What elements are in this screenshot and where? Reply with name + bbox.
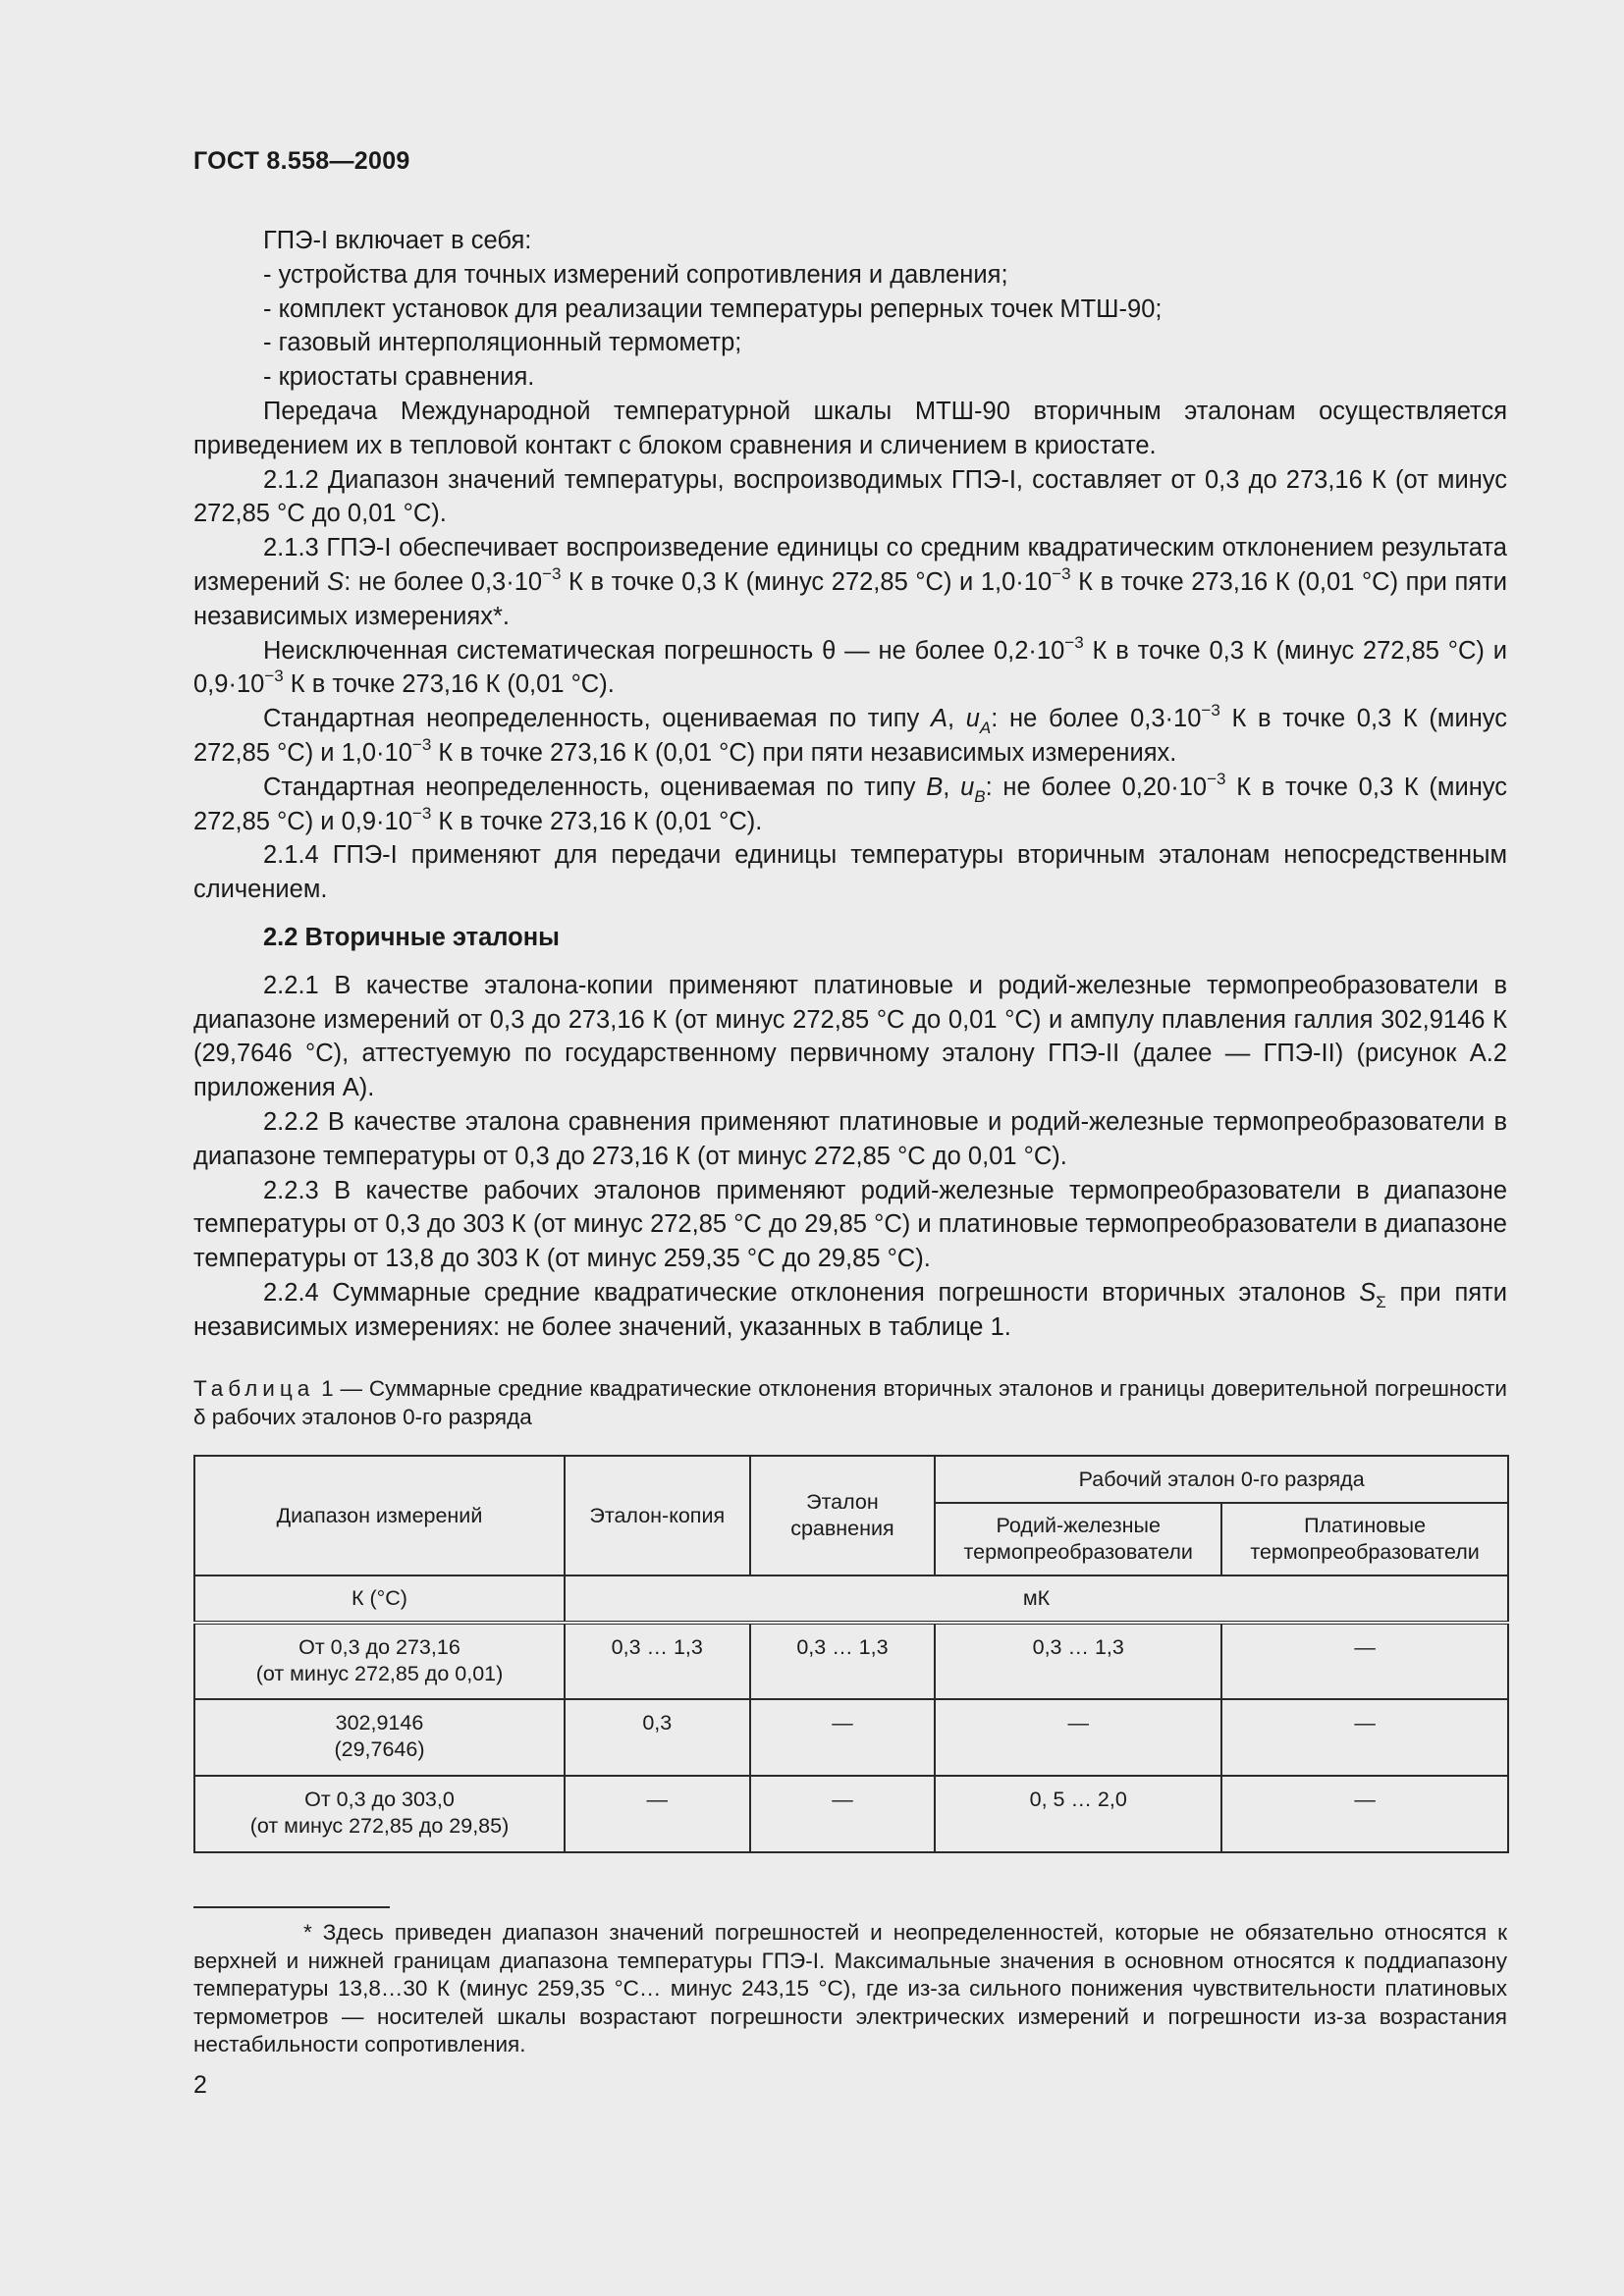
header-copy: Эталон-копия: [565, 1456, 750, 1575]
page-number: 2: [193, 2071, 207, 2099]
body-text: [193, 224, 1507, 1345]
unit-range: К (°С): [194, 1575, 565, 1623]
data-table: [193, 1455, 1509, 1853]
footnote-divider: [193, 1906, 390, 1908]
cell-pt: —: [1221, 1776, 1508, 1852]
paragraph-theta: Неисключенная систематическая погрешность θ — не более $0,2\cdot 10^{-3}$ К в точке 0,3 К (минус 272,85 °С) и $0,9\cdot 10^{-3}$ К в точке 273,16 К (0,01 °С).: [193, 632, 1508, 699]
unit-values: мК: [565, 1575, 1508, 1623]
header-working: Рабочий эталон 0-го разряда: [935, 1456, 1508, 1503]
footnote-text: * Здесь приведен диапазон значений погрешностей и неопределенностей, которые не обязательно относятся к верхней и нижней границам диапазона температуры ГПЭ-I. Максимальные значения в основном относятся к поддиапазону температуры 13,8…30 К (минус 259,35 °С… минус 243,15 °С), где из-за сильного понижения чувствительности платиновых термометров — носителей шкалы возрастают погрешности электрических измерений и погрешности из-за возрастания нестабильности сопротивления.: [193, 1920, 1507, 2057]
paragraph-2-1-2: 2.1.2 Диапазон значений температуры, воспроизводимых ГПЭ-I, составляет от 0,3 до 273,16 К (от минус 272,85 °С до 0,01 °С).: [193, 465, 1507, 528]
cell-range: От 0,3 до 303,0 (от минус 272,85 до 29,85): [194, 1776, 565, 1852]
paragraph-2-2-3: 2.2.3 В качестве рабочих эталонов применяют родий-железные термопреобразователи в диапазоне температуры от 0,3 до 303 К (от минус 272,85 °С до 29,85 °С) и платиновые термопреобразователи в диапазоне температуры от 13,8 до 303 К (от минус 259,35 °С до 29,85 °С).: [193, 1176, 1507, 1273]
cell-range: 302,9146 (29,7646): [194, 1699, 565, 1776]
paragraph-2-2-2: 2.2.2 В качестве эталона сравнения применяют платиновые и родий-железные термопреобразователи в диапазоне температуры от 0,3 до 273,16 К (от минус 272,85 °С до 0,01 °С).: [193, 1107, 1507, 1170]
section-title: 2.2 Вторичные эталоны: [263, 923, 560, 951]
cell-pt: —: [1221, 1623, 1508, 1699]
header-range: Диапазон измерений: [194, 1456, 565, 1575]
list-item: - газовый интерполяционный термометр;: [263, 329, 742, 357]
table-row: [194, 1623, 1508, 1699]
paragraph-uncertainty-b: Стандартная неопределенность, оцениваемая по типу B, $u_B$: не более $0,20\cdot 10^{-3}$ К в точке 0,3 К (минус 272,85 °С) и $0,9\cdot 10^{-3}$ К в точке 273,16 К (0,01 °С).: [193, 769, 1507, 835]
cell-compare: —: [750, 1776, 936, 1852]
paragraph-uncertainty-a: Стандартная неопределенность, оцениваемая по типу A, $u_A$: не более $0,3\cdot 10^{-3}$ К в точке 0,3 К (минус 272,85 °С) и $1,0\cdot 10^{-3}$ К в точке 273,16 К (0,01 °С) при пяти независимых измерениях.: [193, 701, 1507, 767]
cell-copy: 0,3 … 1,3: [565, 1623, 750, 1699]
cell-pt: —: [1221, 1699, 1508, 1776]
footnote: [193, 1919, 1507, 2059]
cell-copy: —: [565, 1776, 750, 1852]
table-caption: Таблица 1 — Суммарные средние квадратические отклонения вторичных эталонов и границы доверительной погрешности δ рабочих эталонов 0-го разряда: [193, 1376, 1507, 1429]
paragraph-2-1-4: 2.1.4 ГПЭ-I применяют для передачи единицы температуры вторичным эталонам непосредственным сличением.: [193, 841, 1507, 904]
paragraph-2-2-4: 2.2.4 Суммарные средние квадратические отклонения погрешности вторичных эталонов $S_\Sigma$ при пяти независимых измерениях: не более значений, указанных в таблице 1.: [193, 1278, 1507, 1341]
header-compare: Эталон сравнения: [750, 1456, 936, 1575]
cell-range: От 0,3 до 273,16 (от минус 272,85 до 0,01): [194, 1623, 565, 1699]
cell-rhfe: 0,3 … 1,3: [935, 1623, 1221, 1699]
table-row: [194, 1776, 1508, 1852]
document-header: ГОСТ 8.558—2009: [193, 147, 410, 175]
intro-line: ГПЭ-I включает в себя:: [263, 227, 532, 254]
list-item: - криостаты сравнения.: [263, 363, 535, 392]
cell-compare: 0,3 … 1,3: [750, 1623, 936, 1699]
cell-rhfe: 0, 5 … 2,0: [935, 1776, 1221, 1852]
list-item: - устройства для точных измерений сопротивления и давления;: [263, 260, 1008, 289]
paragraph-2-2-1: 2.2.1 В качестве эталона-копии применяют платиновые и родий-железные термопреобразователи в диапазоне измерений от 0,3 до 273,16 К (от минус 272,85 °С до 0,01 °С) и ампулу плавления галлия 302,9146 К (29,7646 °С), аттестуемую по государственному первичному эталону ГПЭ-II (далее — ГПЭ-II) (рисунок А.2 приложения А).: [193, 971, 1507, 1102]
cell-compare: —: [750, 1699, 936, 1776]
header-rhfe: Родий-железные термопреобразователи: [935, 1503, 1221, 1575]
cell-rhfe: —: [935, 1699, 1221, 1776]
cell-copy: 0,3: [565, 1699, 750, 1776]
paragraph-2-1-3: 2.1.3 ГПЭ-I обеспечивает воспроизведение единицы со средним квадратическим отклонением результата измерений S: не более $0,3\cdot 10^{-3}$ К в точке 0,3 К (минус 272,85 °С) и $1,0\cdot 10^{-3}$ К в точке 273,16 К (0,01 °С) при пяти независимых измерениях*.: [193, 534, 1508, 630]
header-pt: Платиновые термопреобразователи: [1221, 1503, 1508, 1575]
list-item: - комплект установок для реализации температуры реперных точек МТШ-90;: [263, 294, 1163, 323]
paragraph-transfer: Передача Международной температурной шкалы МТШ-90 вторичным эталонам осуществляется приведением их в тепловой контакт с блоком сравнения и сличением в криостате.: [193, 397, 1507, 459]
table-row: [194, 1699, 1508, 1776]
